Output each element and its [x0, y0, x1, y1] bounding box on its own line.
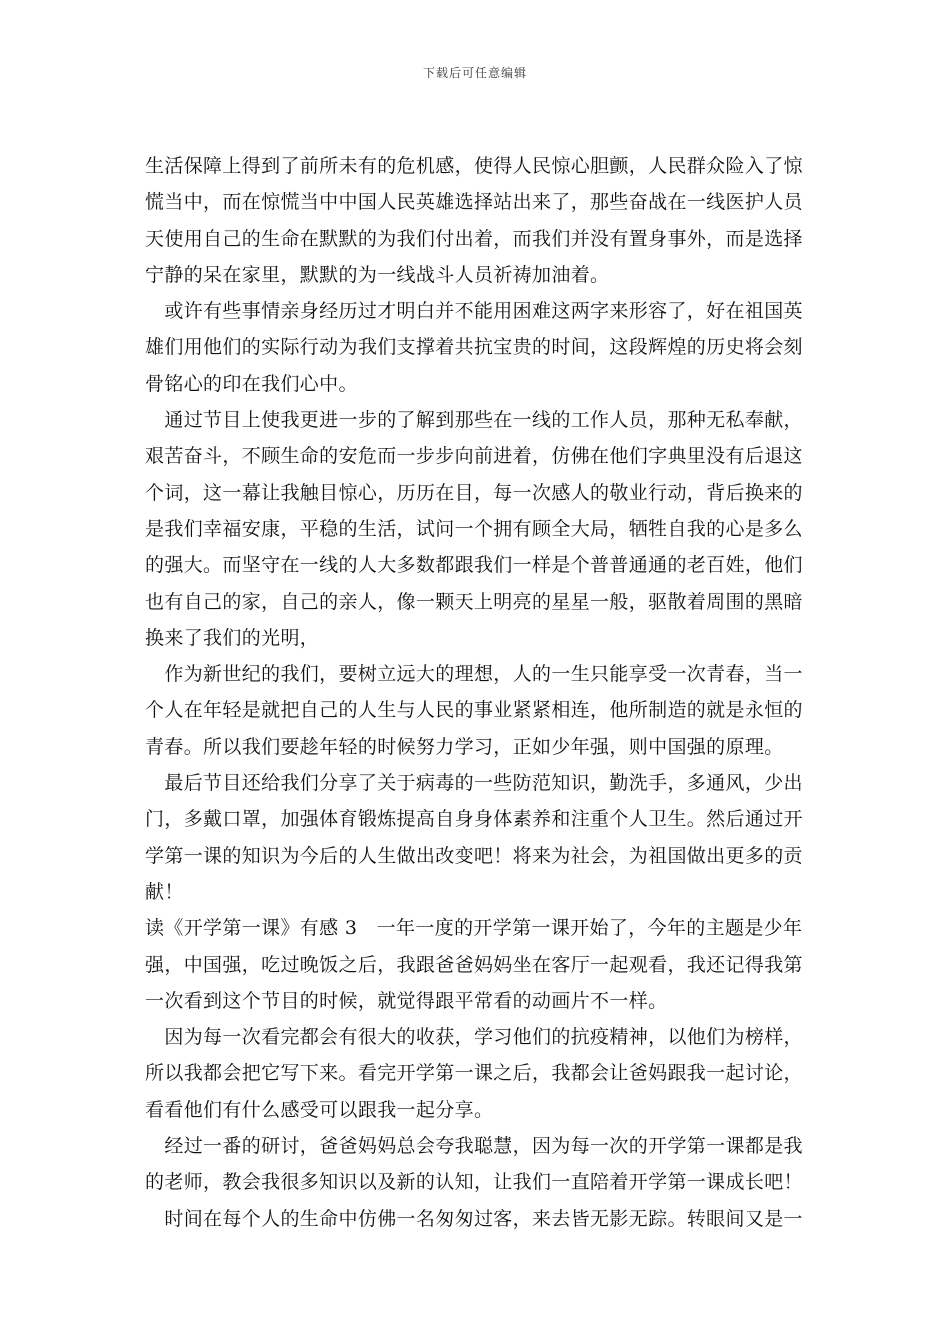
text-line: 天使用自己的生命在默默的为我们付出着，而我们并没有置身事外，而是选择 [145, 227, 803, 250]
text-line: 因为每一次看完都会有很大的收获，学习他们的抗疫精神，以他们为榜样， [145, 1026, 803, 1049]
text-line: 换来了我们的光明， [145, 626, 320, 649]
text-line: 强，中国强，吃过晚饭之后，我跟爸爸妈妈坐在客厅一起观看，我还记得我第 [145, 953, 803, 976]
text-line: 通过节目上使我更进一步的了解到那些在一线的工作人员，那种无私奉献， [145, 409, 803, 432]
text-line: 读《开学第一课》有感 3 一年一度的开学第一课开始了，今年的主题是少年 [145, 917, 803, 940]
text-line: 的老师，教会我很多知识以及新的认知，让我们一直陪着开学第一课成长吧！ [145, 1171, 803, 1194]
text-line: 所以我都会把它写下来。看完开学第一课之后，我都会让爸妈跟我一起讨论， [145, 1062, 803, 1085]
text-line: 骨铭心的印在我们心中。 [145, 372, 358, 395]
text-line: 学第一课的知识为今后的人生做出改变吧！将来为社会，为祖国做出更多的贡 [145, 844, 803, 867]
text-line: 慌当中，而在惊慌当中中国人民英雄选择站出来了，那些奋战在一线医护人员 [145, 191, 803, 214]
text-line: 艰苦奋斗，不顾生命的安危而一步步向前进着，仿佛在他们字典里没有后退这 [145, 445, 803, 468]
text-line: 看看他们有什么感受可以跟我一起分享。 [145, 1098, 494, 1121]
page-header: 下载后可任意编辑 [422, 66, 527, 80]
text-line: 个人在年轻是就把自己的人生与人民的事业紧紧相连，他所制造的就是永恒的 [145, 699, 803, 722]
text-line: 个词，这一幕让我触目惊心，历历在目，每一次感人的敬业行动，背后换来的 [145, 481, 803, 504]
text-line: 也有自己的家，自己的亲人，像一颗天上明亮的星星一般，驱散着周围的黑暗 [145, 590, 803, 613]
text-line: 宁静的呆在家里，默默的为一线战斗人员祈祷加油着。 [145, 263, 610, 286]
text-line: 雄们用他们的实际行动为我们支撑着共抗宝贵的时间，这段辉煌的历史将会刻 [145, 336, 803, 359]
text-line: 时间在每个人的生命中仿佛一名匆匆过客，来去皆无影无踪。转眼间又是一 [145, 1207, 803, 1230]
text-line: 最后节目还给我们分享了关于病毒的一些防范知识，勤洗手，多通风，少出 [145, 772, 803, 795]
text-line: 青春。所以我们要趁年轻的时候努力学习，正如少年强，则中国强的原理。 [145, 735, 784, 758]
text-line: 门，多戴口罩，加强体育锻炼提高自身身体素养和注重个人卫生。然后通过开 [145, 808, 803, 831]
document-body [145, 148, 807, 1237]
text-line: 是我们幸福安康，平稳的生活，试问一个拥有顾全大局，牺牲自我的心是多么 [145, 517, 803, 540]
text-line: 献！ [145, 880, 184, 903]
text-line: 的强大。而坚守在一线的人大多数都跟我们一样是个普普通通的老百姓，他们 [145, 554, 803, 577]
text-line: 作为新世纪的我们，要树立远大的理想，人的一生只能享受一次青春，当一 [145, 663, 803, 686]
text-line: 或许有些事情亲身经历过才明白并不能用困难这两字来形容了，好在祖国英 [145, 300, 803, 323]
text-line: 生活保障上得到了前所未有的危机感，使得人民惊心胆颤，人民群众险入了惊 [145, 155, 803, 177]
text-line: 经过一番的研讨，爸爸妈妈总会夸我聪慧，因为每一次的开学第一课都是我 [145, 1135, 803, 1158]
text-line: 一次看到这个节目的时候，就觉得跟平常看的动画片不一样。 [145, 989, 668, 1012]
